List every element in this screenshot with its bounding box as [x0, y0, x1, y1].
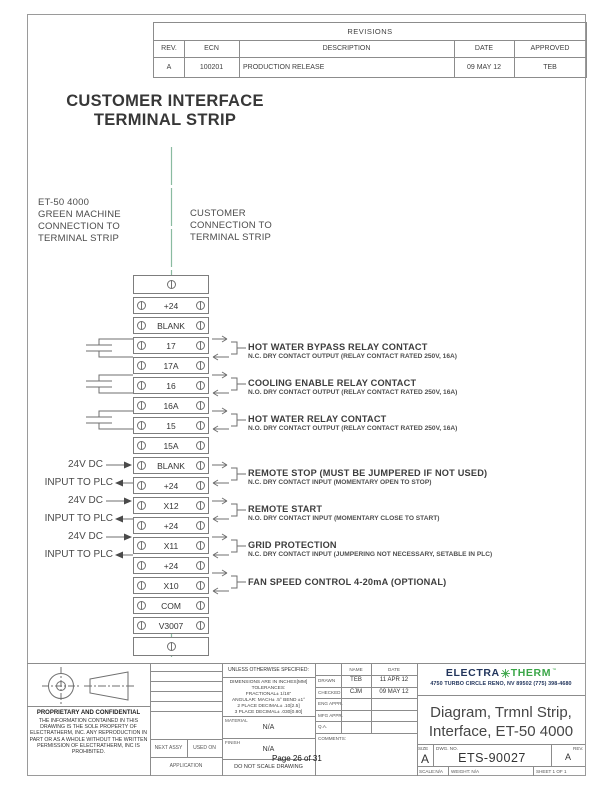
arrow-in [213, 426, 229, 432]
terminal-screw-icon [196, 581, 205, 590]
customer-side-line: TERMINAL STRIP [190, 232, 272, 243]
terminal-row [133, 497, 209, 514]
terminal-row [133, 437, 209, 454]
annotation-subtitle: N.C. DRY CONTACT INPUT (JUMPERING NOT NECESSARY, SETABLE IN PLC) [248, 551, 493, 558]
terminal-screw-icon [137, 501, 146, 510]
terminal-row [133, 297, 209, 314]
comments-label: COMMENTS: [318, 736, 347, 741]
terminal-screw-icon [167, 642, 176, 651]
terminal-screw-icon [196, 621, 205, 630]
terminal-strip [133, 275, 209, 656]
application-row-line [150, 739, 222, 740]
tolerance-divider [222, 677, 315, 678]
logo-trademark: ™ [552, 667, 557, 672]
revision-rev: A [166, 63, 172, 71]
dwg-no-value: ETS-90027 [458, 751, 526, 765]
bottom-row-divider [417, 766, 585, 767]
terminal-row [133, 377, 209, 394]
arrow-out [212, 336, 227, 342]
terminal-label: X11 [163, 540, 179, 551]
terminal-screw-icon [196, 301, 205, 310]
terminal-screw-icon [137, 481, 146, 490]
arrow-in [213, 390, 229, 396]
terminal-screw-icon [137, 421, 146, 430]
terminal-label: 16 [166, 380, 176, 391]
tolerance-line: TOLERANCES: [251, 685, 286, 691]
arrow-head-left [115, 516, 123, 523]
arrow-head-left [115, 480, 123, 487]
size-label: SIZE [418, 746, 429, 751]
approval-name: TEB [350, 677, 362, 683]
terminal-screw-icon [196, 601, 205, 610]
terminal-screw-icon [137, 561, 146, 570]
arrow-head-right [124, 534, 132, 541]
terminal-screw-icon [137, 361, 146, 370]
approval-role: Q.A. [318, 724, 328, 729]
annotation-cooling-enable [248, 378, 578, 397]
approval-date: 11 APR 12 [379, 677, 409, 683]
terminal-end-cell [133, 637, 209, 656]
customer-side-line: CUSTOMER [190, 208, 246, 219]
arrow-head-right [124, 498, 132, 505]
terminal-screw-icon [196, 521, 205, 530]
label-bracket [231, 342, 246, 354]
arrow-out [212, 534, 227, 540]
proprietary-text: THE INFORMATION CONTAINED IN THIS DRAWING IS THE SOLE PROPERTY OF ELECTRATHERM, INC. ANY REPRODUCTION IN PART OR AS A WHOLE WITHOUT THE WRITTEN PERMISSION OF ELECTRATHERM, INC IS PROHIBITED. [29, 718, 148, 756]
logo-electra-text: ELECTRA [445, 667, 500, 679]
annotation-hot-water-relay [248, 414, 578, 433]
application-row-line [150, 701, 222, 702]
terminal-screw-icon [137, 381, 146, 390]
customer-side-line: CONNECTION TO [190, 220, 272, 231]
terminal-screw-icon [137, 321, 146, 330]
material-value: N/A [262, 724, 275, 731]
application-row-line [150, 691, 222, 692]
approvals-row-line [315, 687, 417, 688]
tolerance-line: 2 PLACE DECIMAL± .10[2.5] [237, 703, 300, 709]
terminal-label: 16A [163, 400, 179, 411]
drawing-title [419, 703, 583, 741]
machine-side-line: GREEN MACHINE [38, 209, 121, 220]
label-bracket [231, 378, 246, 390]
annotation-subtitle: N.O. DRY CONTACT INPUT (MOMENTARY CLOSE TO START) [248, 515, 440, 522]
label-bracket [231, 576, 246, 588]
revision-description: PRODUCTION RELEASE [243, 63, 325, 71]
plc-power-label: 24V DC [67, 531, 103, 542]
approval-name: CJM [349, 689, 363, 695]
tolerance-line: DIMENSIONS ARE IN INCHES[MM] [229, 680, 308, 685]
rev-value: A [564, 752, 571, 762]
revision-approved: TEB [543, 63, 557, 71]
relay-contact-symbol [86, 411, 133, 429]
annotation-title: FAN SPEED CONTROL 4-20mA (OPTIONAL) [248, 577, 447, 587]
revisions-title: REVISIONS [154, 23, 586, 41]
arrow-in [213, 480, 229, 486]
annotation-remote-stop [248, 468, 578, 487]
terminal-screw-icon [196, 441, 205, 450]
arrow-out [212, 408, 227, 414]
label-bracket [231, 504, 246, 516]
terminal-screw-icon [137, 621, 146, 630]
logo-starburst-icon [501, 669, 510, 678]
page-number: Page 26 of 31 [272, 754, 322, 763]
terminal-label: 15 [166, 420, 176, 431]
tolerance-line: ANGULAR: MACH± .5° BEND ±1° [231, 697, 306, 703]
terminal-row [133, 337, 209, 354]
terminal-screw-icon [137, 301, 146, 310]
approval-role: DRAWN [318, 678, 336, 683]
terminal-screw-icon [167, 280, 176, 289]
tolerance-line: 3 PLACE DECIMAL± .030[0.80] [234, 709, 303, 715]
date-header: DATE [388, 667, 400, 672]
annotation-subtitle: N.C. DRY CONTACT OUTPUT (RELAY CONTACT RATED 250V, 16A) [248, 353, 457, 360]
label-bracket [231, 414, 246, 426]
terminal-label: +24 [163, 480, 179, 491]
terminal-label: BLANK [157, 460, 185, 471]
annotation-title: HOT WATER BYPASS RELAY CONTACT [248, 342, 428, 352]
annotation-title: REMOTE START [248, 504, 323, 514]
terminal-screw-icon [196, 501, 205, 510]
relay-contact-symbol [86, 375, 133, 393]
terminal-screw-icon [196, 461, 205, 470]
tolerance-notes [223, 680, 314, 715]
terminal-label: +24 [163, 300, 179, 311]
application-row-line [150, 681, 222, 682]
finish-value: N/A [262, 746, 275, 753]
approval-role: MFG APPR. [318, 713, 344, 718]
annotation-subtitle: N.O. DRY CONTACT OUTPUT (RELAY CONTACT RATED 250V, 16A) [248, 425, 458, 432]
terminal-label: V3007 [158, 620, 184, 631]
arrow-in [213, 552, 229, 558]
arrow-in [213, 354, 229, 360]
terminal-screw-icon [196, 541, 205, 550]
terminal-screw-icon [196, 381, 205, 390]
terminal-row [133, 317, 209, 334]
bottom-row-divider [448, 766, 449, 776]
company-address: 4750 TURBO CIRCLE RENO, NV 89502 (775) 398-4680 [430, 681, 572, 687]
terminal-label: +24 [163, 520, 179, 531]
terminal-row [133, 617, 209, 634]
terminal-screw-icon [137, 581, 146, 590]
application-row-line [150, 711, 222, 712]
terminal-screw-icon [196, 341, 205, 350]
third-angle-projection-icon [42, 667, 142, 705]
next-assy-label: NEXT ASSY [154, 745, 183, 751]
label-bracket [231, 540, 246, 552]
finish-label: FINISH [225, 740, 241, 745]
terminal-label: +24 [163, 560, 179, 571]
terminal-screw-icon [137, 601, 146, 610]
terminal-screw-icon [137, 521, 146, 530]
arrow-in [213, 588, 229, 594]
material-label: MATERIAL [225, 718, 248, 723]
number-row-divider [417, 744, 585, 745]
terminal-row [133, 457, 209, 474]
annotation-hot-water-bypass [248, 342, 578, 361]
terminal-label: COM [161, 600, 181, 611]
terminal-label: X10 [163, 580, 179, 591]
application-row-line [150, 671, 222, 672]
terminal-row [133, 597, 209, 614]
application-label: APPLICATION [169, 763, 203, 769]
terminal-row [133, 577, 209, 594]
weight-value: WEIGHT: N/A [451, 769, 480, 774]
approvals-row-line [315, 698, 417, 699]
proprietary-title: PROPRIETARY AND CONFIDENTIAL [36, 710, 141, 716]
approval-role: CHECKED [318, 690, 341, 695]
bottom-row-divider [533, 766, 534, 776]
proprietary-notice [29, 710, 148, 755]
terminal-screw-icon [196, 321, 205, 330]
terminal-row [133, 417, 209, 434]
revision-date: 09 MAY 12 [467, 63, 501, 71]
approvals-row-line [315, 710, 417, 711]
annotation-fan-speed [248, 577, 578, 588]
machine-side-line: CONNECTION TO [38, 221, 120, 232]
annotation-subtitle: N.O. DRY CONTACT OUTPUT (RELAY CONTACT RATED 250V, 16A) [248, 389, 458, 396]
title-block-divider [27, 706, 150, 707]
dwg-no-label: DWG. NO. [436, 746, 458, 751]
page-title-line1: CUSTOMER INTERFACE [66, 92, 264, 110]
annotation-grid-protection [248, 540, 578, 559]
tolerance-line: FRACTIONAL± 1/16" [245, 691, 292, 697]
plc-power-label: 24V DC [67, 495, 103, 506]
revisions-col-approved: APPROVED [514, 40, 586, 58]
company-logo [417, 667, 585, 679]
plc-input-label: INPUT TO PLC [44, 549, 113, 560]
name-header: NAME [349, 667, 363, 672]
arrow-head-right [124, 462, 132, 469]
terminal-label: 15A [163, 440, 179, 451]
arrow-out [212, 498, 227, 504]
terminal-row [133, 357, 209, 374]
annotation-title: REMOTE STOP (MUST BE JUMPERED IF NOT USED) [248, 468, 488, 478]
terminal-row [133, 517, 209, 534]
do-not-scale-label: DO NOT SCALE DRAWING [234, 764, 303, 770]
finish-divider [222, 738, 315, 739]
terminal-end-cell [133, 275, 209, 294]
company-divider [417, 695, 585, 696]
terminal-screw-icon [137, 461, 146, 470]
annotation-title: HOT WATER RELAY CONTACT [248, 414, 387, 424]
relay-contact-symbol [86, 339, 133, 357]
unless-otherwise-label: UNLESS OTHERWISE SPECIFIED: [228, 667, 309, 673]
revisions-col-description: DESCRIPTION [239, 40, 454, 58]
terminal-row [133, 557, 209, 574]
annotation-remote-start [248, 504, 578, 523]
revision-ecn: 100201 [199, 63, 224, 71]
page-title-line2: TERMINAL STRIP [93, 111, 237, 129]
terminal-screw-icon [196, 561, 205, 570]
arrow-out [212, 462, 227, 468]
plc-input-label: INPUT TO PLC [44, 513, 113, 524]
rev-label: REV. [573, 746, 584, 751]
arrow-head-left [115, 552, 123, 559]
terminal-screw-icon [137, 401, 146, 410]
terminal-row [133, 397, 209, 414]
revisions-col-rev: REV. [154, 40, 184, 58]
application-row-line [150, 757, 222, 758]
annotation-title: GRID PROTECTION [248, 540, 337, 550]
drawing-title-line1: Diagram, Trmnl Strip, [430, 704, 572, 721]
material-divider [222, 716, 315, 717]
terminal-screw-icon [196, 401, 205, 410]
logo-therm-text: THERM [510, 667, 552, 679]
scale-value: SCALE:N/A [419, 769, 443, 774]
approval-role: ENG APPR. [318, 701, 343, 706]
terminal-row [133, 537, 209, 554]
revisions-col-ecn: ECN [184, 40, 239, 58]
approvals-row-line [315, 733, 417, 734]
used-on-label: USED ON [193, 745, 216, 751]
approval-date: 09 MAY 12 [379, 689, 409, 695]
terminal-screw-icon [196, 361, 205, 370]
approvals-row-line [315, 721, 417, 722]
arrow-out [212, 570, 227, 576]
plc-input-label: INPUT TO PLC [44, 477, 113, 488]
annotation-subtitle: N.C. DRY CONTACT INPUT (MOMENTARY OPEN TO STOP) [248, 479, 432, 486]
plc-power-label: 24V DC [67, 459, 103, 470]
terminal-screw-icon [137, 541, 146, 550]
terminal-label: 17 [166, 340, 176, 351]
size-value: A [420, 752, 429, 766]
sheet-value: SHEET 1 OF 1 [536, 769, 567, 774]
terminal-row [133, 477, 209, 494]
terminal-screw-icon [137, 441, 146, 450]
machine-side-line: TERMINAL STRIP [38, 233, 120, 244]
machine-side-line: ET-50 4000 [38, 197, 90, 208]
arrow-in [213, 516, 229, 522]
arrow-out [212, 372, 227, 378]
revisions-col-date: DATE [454, 40, 514, 58]
approvals-row-line [315, 675, 417, 676]
label-bracket [231, 468, 246, 480]
terminal-label: X12 [163, 500, 179, 511]
terminal-label: 17A [163, 360, 179, 371]
terminal-label: BLANK [157, 320, 185, 331]
terminal-screw-icon [137, 341, 146, 350]
terminal-screw-icon [196, 481, 205, 490]
terminal-screw-icon [196, 421, 205, 430]
annotation-title: COOLING ENABLE RELAY CONTACT [248, 378, 417, 388]
drawing-title-line2: Interface, ET-50 4000 [428, 723, 574, 740]
